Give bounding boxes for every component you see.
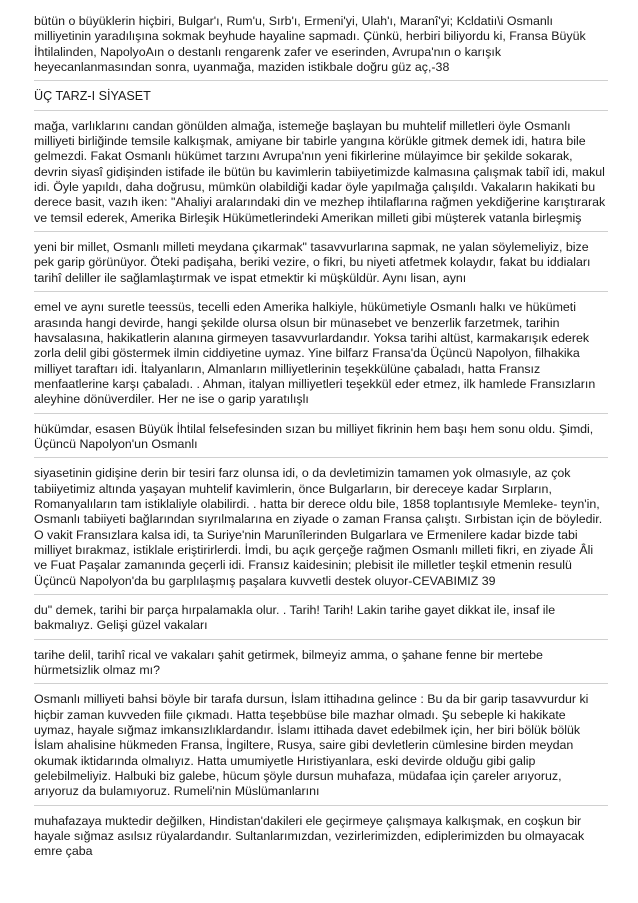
paragraph-6: siyasetinin gidişine derin bir tesiri farz olunsa idi, o da devletimizin tamamen yok olmasıyle, az çok tabiiyetimiz altında yaşayan muhtelif kavimlerin, önce Bulgarların, bir dereceye kadar Sırpların, Romanyalıların tam istiklaliyle olabilirdi. . hatta bir derece oldu bile, 1858 toplantısıyle Memleke- teyn'in, Osmanlı tabiiyeti bağlarından sıyrılmalarına en ziyade o zaman Fransa çalıştı. Sırbistan için de böyledir. O vakit Fransızlara kalsa idi, ta Suriye'nin Marunîlerinden Bulgarlara ve Ermenilere kadar bizde tabi milliyet bırakmaz, istiklale eriştirirlerdi. İmdi, bu açık gerçeğe rağmen Osmanlı milleti fikri, en ziyade Âli ve Fuat Paşalar zamanında geçerli idi. Fransız kaidesinin; plebisit ile milletler teşkil etmenin resulü Üçüncü Napolyon'da bu garplılaşmış paşalara kuvvetli destek oluyor-CEVABIMIZ 39 (34, 466, 608, 595)
paragraph-10: muhafazaya muktedir değilken, Hindistan'dakileri ele geçirmeye çalışmaya kalkışmak, en coşkun bir hayale sığmaz asılsız rüyalardandır. Sultanlarımızdan, vezirlerimizden, ediplerimizden bu olmayacak emre çaba (34, 813, 585, 859)
paragraph-3: yeni bir millet, Osmanlı milleti meydana çıkarmak" tasavvurlarına sapmak, ne yalan söylemeliyiz, bize pek garip görünüyor. Öteki padişaha, beriki vezire, o fikri, bu niyeti atfetmek kolaydır, fakat bu iddiaları tarihî deliller ile sağlamlaştırmak ve ispat etmektir ki müşküldür. Aynı lisan, aynı (34, 240, 608, 292)
paragraph-1: bütün o büyüklerin hiçbiri, Bulgar'ı, Rum'u, Sırb'ı, Ermeni'yi, Ulah'ı, Maranî'yi; Kcldatiı\i Osmanlı milliyetinin yaradılışına sokmak beyhude hayaline sapmadı. Çünkü, herbiri biliyordu ki, Fransa Büyük İhtilalinden, NapolyoAın o destanlı rengarenk zafer ve eserinden, Avrupa'nın o karışık heyecanlanmasından sonra, uyanmağa, maziden istikbale doğru güz aç,-38 (34, 14, 608, 81)
section-heading: ÜÇ TARZ-I SİYASET (34, 89, 608, 110)
paragraph-2: mağa, varlıklarını candan gönülden almağa, istemeğe başlayan bu muhtelif milletleri öyle Osmanlı milliyeti birliğinde temsile kalkışmak, amiyane bir tabirle yangına körükle gitmek demek idi, hatıra bile gelmezdi. Fakat Osmanlı hükümet tarzını Avrupa'nın yeni fikirlerine mülayimce bir şekilde sokarak, devrin siyasî gidişinden istifade ile bütün bu kavimlerin tabiiyetimizde kalmasına çalışmak tabiî idi, makul idi. Öyle yapıldı, daha doğrusu, mümkün olabildiği kadar öyle yapılmağa çalışıldı. Vakaların hakikati bu derece basit, vazıh iken: "Ahaliyi aralarındaki din ve mezhep ihtilaflarına rağmen yekdiğerine karıştırarak ve temsil ederek, Amerika Birleşik Hükümetlerindeki Amerikan milleti gibi müşterek vatanla birleşmiş (34, 119, 608, 232)
paragraph-4: emel ve aynı suretle teessüs, tecelli eden Amerika halkiyle, hükümetiyle Osmanlı halkı ve hükümeti arasında hangi devirde, hangi şekilde olursa olsun bir münasebet ve benzerlik farzetmek, tarihin havsalasına, hakikatlerin alanına girmeyen tasavvurlardandır. Yoksa tarihi altüst, karmakarışık ederek zorla delil gibi göstermek ilmin ciddiyetine uymaz. Yine bilfarz Fransa'da Üçüncü Napolyon, filhakika milliyet taraftarı idi. İtalyanların, Almanların milliyetlerinin teşekkülüne çabaladı, hatta Fransız menfaatlerine karşı çabaladı. . Ahman, italyan milliyetleri teşekkül eder etmez, ilk hamlede Fransızların aleyhine dönüverdiler. Her ne ise o garip yaratılışlı (34, 300, 608, 413)
paragraph-9: Osmanlı milliyeti bahsi böyle bir tarafa dursun, İslam ittihadına gelince : Bu da bir garip tasavvurdur ki hiçbir zaman kuvveden fiile çıkmadı. Hatta teşebbüse bile mazhar olmadı. Şu sebeple ki hakikate uymaz, hayale sığmaz imkansızlıklardandır. İslamı ittihada davet edebilmek için, her biri bölük bölük İslam ahalisine hükmeden Fransa, İngiltere, Rusya, saire gibi devletlerin cümlesine birden meydan okumak iktidarında olmalıyız. Hatta umumiyetle Hıristiyanlara, eski devirde olduğu gibi galip gelebilmeliyiz. Halbuki biz galebe, hücum şöyle dursun muhafaza, müdafaa için çareler arıyoruz, arıyoruz da bulamıyoruz. Rumeli'nin Müslümanlarını (34, 692, 608, 805)
paragraph-5: hükümdar, esasen Büyük İhtilal felsefesinden sızan bu milliyet fikrinin hem başı hem sonu oldu. Şimdi, Üçüncü Napolyon'un Osmanlı (34, 422, 608, 459)
paragraph-8: tarihe delil, tarihî rical ve vakaları şahit getirmek, bilmeyiz amma, o şahane fenne bir mertebe hürmetsizlik olmaz mı? (34, 648, 608, 685)
paragraph-7: du" demek, tarihi bir parça hırpalamakla olur. . Tarih! Tarih! Lakin tarihe gayet dikkat ile, insaf ile bakmalıyz. Gelişi güzel vakaları (34, 603, 608, 640)
document-page (34, 14, 608, 873)
